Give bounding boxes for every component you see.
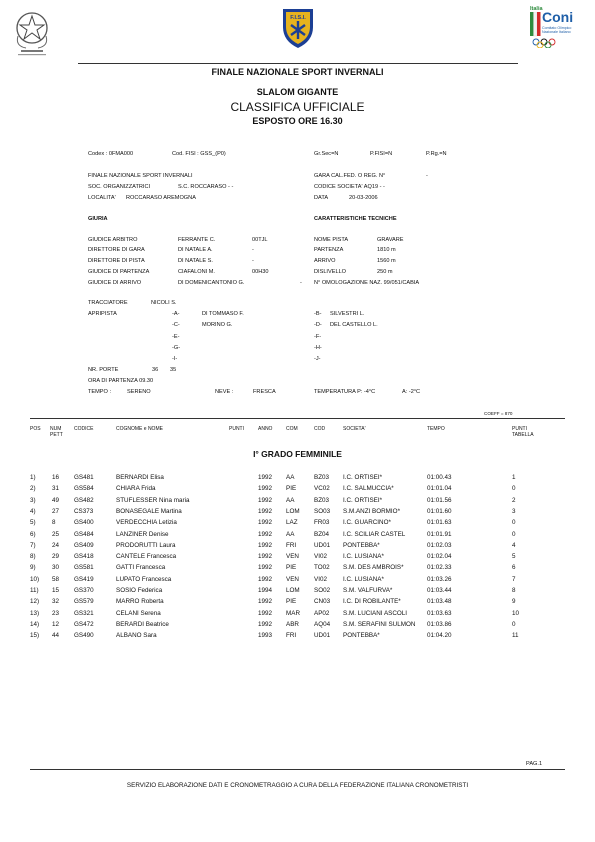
cell-num: 12 xyxy=(52,620,60,628)
cell-societa: I.C. SALMUCCIA* xyxy=(343,485,394,493)
cell-punti-tabella: 2 xyxy=(512,496,516,504)
apri-name: DI TOMMASO F. xyxy=(202,311,244,317)
tracciatore-value: NICOLI S. xyxy=(151,300,177,306)
cell-codice: GS400 xyxy=(74,519,94,527)
cell-punti-tabella: 1 xyxy=(512,474,516,481)
cell-punti-tabella: 5 xyxy=(512,553,516,561)
cell-num: 29 xyxy=(52,553,60,561)
cell-tempo: 01:01.04 xyxy=(427,485,452,493)
neve-label: NEVE : xyxy=(215,389,234,395)
cell-anno: 1992 xyxy=(258,485,273,493)
cell-anno: 1992 xyxy=(258,496,273,504)
cell-com: LAZ xyxy=(286,519,298,527)
jury-code: 00TJL xyxy=(252,237,268,243)
jury-code: 00H30 xyxy=(252,269,269,275)
cell-num: 32 xyxy=(52,598,60,606)
cell-cod: BZ03 xyxy=(314,474,330,481)
cell-anno: 1993 xyxy=(258,632,273,640)
cell-cod: VI02 xyxy=(314,575,327,583)
jury-name: DI NATALE A. xyxy=(178,247,213,253)
col-anno: ANNO xyxy=(258,426,273,432)
col-tempo: TEMPO xyxy=(427,426,445,432)
jury-role: GIUDICE DI PARTENZA xyxy=(88,269,150,275)
cell-tempo: 01:03.26 xyxy=(427,575,452,583)
tracciatore-label: TRACCIATORE xyxy=(88,300,128,306)
cell-nome: GATTI Francesca xyxy=(116,564,166,572)
coni-flag-icon xyxy=(528,12,542,38)
cell-pos: 9) xyxy=(30,564,36,572)
cell-codice: GS409 xyxy=(74,541,94,549)
jury-code: - xyxy=(252,258,254,264)
cell-tempo: 01:03.44 xyxy=(427,587,452,594)
apripista-label: APRIPISTA xyxy=(88,311,117,317)
repubblica-emblem-logo xyxy=(12,8,52,56)
cell-punti-tabella: 0 xyxy=(512,519,516,527)
gara-label: GARA CAL.FED. O REG. N° xyxy=(314,173,386,179)
jury-role: GIUDICE DI ARRIVO xyxy=(88,280,142,286)
coni-sub2: Nazionale Italiano xyxy=(542,30,571,34)
cell-num: 23 xyxy=(52,609,60,617)
cell-num: 8 xyxy=(52,519,56,527)
cell-pos: 3) xyxy=(30,496,36,504)
cell-anno: 1992 xyxy=(258,530,273,538)
giuria-title: GIURIA xyxy=(88,216,108,222)
localita-label: LOCALITA' xyxy=(88,195,116,201)
cell-cod: SO03 xyxy=(314,507,331,515)
coeff-value: COEFF = 870 xyxy=(484,411,513,416)
cell-com: MAR xyxy=(286,609,300,617)
apri-slot: -E- xyxy=(172,334,180,340)
cell-com: FRI xyxy=(286,632,297,640)
cell-num: 25 xyxy=(52,530,60,538)
cell-com: ABR xyxy=(286,620,299,628)
cell-num: 27 xyxy=(52,507,60,515)
olympic-rings-icon xyxy=(532,38,556,48)
cell-num: 58 xyxy=(52,575,60,583)
cell-pos: 10) xyxy=(30,575,40,583)
col-societa: SOCIETA' xyxy=(343,426,366,432)
section-title: I° GRADO FEMMINILE xyxy=(253,449,342,459)
temperatura-arrivo: A: -2°C xyxy=(402,389,421,395)
classification-title: CLASSIFICA UFFICIALE xyxy=(230,100,365,114)
cell-societa: S.M. SERAFINI SULMON xyxy=(343,620,416,628)
cell-tempo: 01:03.86 xyxy=(427,620,452,628)
jury-name: CIAFALONI M. xyxy=(178,269,215,275)
cell-societa: PONTEBBA* xyxy=(343,541,380,549)
col-num: NUM PETT xyxy=(50,426,63,438)
cell-pos: 15) xyxy=(30,632,40,640)
cell-nome: MARRO Roberta xyxy=(116,598,164,606)
cell-punti-tabella: 11 xyxy=(512,632,519,640)
cell-tempo: 01:03.63 xyxy=(427,609,452,617)
cell-anno: 1994 xyxy=(258,587,273,594)
cell-anno: 1992 xyxy=(258,541,273,549)
tech-label: NOME PISTA xyxy=(314,237,349,243)
cell-tempo: 01:01.60 xyxy=(427,507,452,515)
col-cod: COD xyxy=(314,426,326,432)
neve-value: FRESCA xyxy=(253,389,276,395)
cell-num: 24 xyxy=(52,541,60,549)
cell-tempo: 01:01.56 xyxy=(427,496,452,504)
ora-partenza: ORA DI PARTENZA 09.30 xyxy=(88,378,154,384)
cell-pos: 1) xyxy=(30,474,36,481)
data-value: 20-03-2006 xyxy=(349,195,378,201)
jury-name: DI DOMENICANTONIO G. xyxy=(178,280,245,286)
cell-num: 16 xyxy=(52,474,60,481)
apri-slot: -I- xyxy=(172,356,178,362)
apri-slot: -C- xyxy=(172,322,180,328)
cell-societa: S.M. LUCIANI ASCOLI xyxy=(343,609,408,617)
apri-slot: -J- xyxy=(314,356,321,362)
cell-tempo: 01:02.04 xyxy=(427,553,452,561)
jury-role: DIRETTORE DI GARA xyxy=(88,247,145,253)
jury-code: - xyxy=(252,247,254,253)
tech-value: 250 m xyxy=(377,269,393,275)
nr-porte-1: 36 xyxy=(152,367,159,373)
cell-punti-tabella: 0 xyxy=(512,485,516,493)
nr-porte-2: 35 xyxy=(170,367,177,373)
tech-value: GRAVARE xyxy=(377,237,404,243)
cell-nome: BERARDI Beatrice xyxy=(116,620,169,628)
cell-com: PIE xyxy=(286,598,297,606)
cell-tempo: 01:02.33 xyxy=(427,564,452,572)
cell-anno: 1992 xyxy=(258,620,273,628)
table-top-rule xyxy=(30,418,565,419)
cell-nome: SOSIO Federica xyxy=(116,587,163,594)
cell-cod: FR03 xyxy=(314,519,330,527)
apri-slot: -D- xyxy=(314,322,322,328)
cell-codice: GS581 xyxy=(74,564,94,572)
cell-anno: 1992 xyxy=(258,474,273,481)
cell-codice: GS482 xyxy=(74,496,94,504)
tech-label: DISLIVELLO xyxy=(314,269,347,275)
cell-codice: GS484 xyxy=(74,530,94,538)
cell-com: PIE xyxy=(286,485,297,493)
tech-value: 1810 m xyxy=(377,247,396,253)
org-value: S.C. ROCCARASO - - xyxy=(178,184,234,190)
cell-codice: GS370 xyxy=(74,587,94,594)
cell-punti-tabella: 4 xyxy=(512,541,516,549)
cell-codice: GS579 xyxy=(74,598,94,606)
cell-nome: ALBANO Sara xyxy=(116,632,157,640)
cell-anno: 1992 xyxy=(258,553,273,561)
exposed-time: ESPOSTO ORE 16.30 xyxy=(252,116,343,126)
apri-slot: -H- xyxy=(314,345,322,351)
cell-societa: PONTEBBA* xyxy=(343,632,380,640)
gr-sec: Gr.Sec=N xyxy=(314,151,339,157)
tempo-label: TEMPO : xyxy=(88,389,111,395)
cell-punti-tabella: 7 xyxy=(512,575,516,583)
cell-com: AA xyxy=(286,474,295,481)
cell-num: 31 xyxy=(52,485,60,493)
cell-cod: TO02 xyxy=(314,564,330,572)
cell-anno: 1992 xyxy=(258,609,273,617)
cell-pos: 4) xyxy=(30,507,36,515)
cell-nome: LANZINER Denise xyxy=(116,530,169,538)
cell-anno: 1992 xyxy=(258,507,273,515)
col-punti: PUNTI xyxy=(229,426,244,432)
cell-num: 49 xyxy=(52,496,60,504)
coni-italia-text: Italia xyxy=(530,6,543,12)
discipline-title: SLALOM GIGANTE xyxy=(256,87,339,97)
cell-anno: 1992 xyxy=(258,575,273,583)
jury-name: DI NATALE S. xyxy=(178,258,213,264)
apri-slot: -F- xyxy=(314,334,322,340)
cell-societa: I.C. SCILIAR CASTEL xyxy=(343,530,406,538)
cell-cod: VI02 xyxy=(314,553,327,561)
cell-societa: S.M. DES AMBROIS* xyxy=(343,564,404,572)
cell-cod: UD01 xyxy=(314,541,331,549)
fisi-logo-text: F.I.S.I. xyxy=(290,15,306,21)
tempo-value: SERENO xyxy=(127,389,151,395)
cell-societa: I.C. DI ROBILANTE* xyxy=(343,598,401,606)
org-label: SOC. ORGANIZZATRICI xyxy=(88,184,151,190)
event-name: FINALE NAZIONALE SPORT INVERNALI xyxy=(88,173,193,179)
cell-nome: CHIARA Frida xyxy=(116,485,156,493)
coni-word: Coni xyxy=(542,9,574,25)
cell-punti-tabella: 8 xyxy=(512,587,516,594)
p-rg: P.Rg.=N xyxy=(426,151,447,157)
cell-pos: 13) xyxy=(30,609,40,617)
cell-societa: S.M.ANZI BORMIO* xyxy=(343,507,401,515)
localita-value: ROCCARASO AREMOGNA xyxy=(126,195,196,201)
apri-name: MORINO G. xyxy=(202,322,233,328)
cell-nome: VERDECCHIA Letizia xyxy=(116,519,177,527)
cell-com: LOM xyxy=(286,507,300,515)
cell-codice: GS418 xyxy=(74,553,94,561)
cell-num: 15 xyxy=(52,587,60,594)
col-codice: CODICE xyxy=(74,426,94,432)
col-punti-tabella: PUNTI TABELLA xyxy=(512,426,534,438)
cell-codice: GS419 xyxy=(74,575,94,583)
apri-slot: -G- xyxy=(172,345,181,351)
cell-punti-tabella: 9 xyxy=(512,598,516,606)
fisi-logo xyxy=(280,7,316,49)
nr-porte-label: NR. PORTE xyxy=(88,367,119,373)
cell-pos: 14) xyxy=(30,620,40,628)
cell-societa: I.C. ORTISEI* xyxy=(343,496,383,504)
apri-slot: -B- xyxy=(314,311,322,317)
cell-pos: 2) xyxy=(30,485,36,493)
cell-cod: CN03 xyxy=(314,598,331,606)
cell-codice: GS472 xyxy=(74,620,94,628)
cell-tempo: 01:00.43 xyxy=(427,474,452,481)
cell-codice: GS490 xyxy=(74,632,94,640)
cell-com: VEN xyxy=(286,553,299,561)
jury-role: GIUDICE ARBITRO xyxy=(88,237,138,243)
cell-tempo: 01:02.03 xyxy=(427,541,452,549)
p-fisi: P.FISI=N xyxy=(370,151,393,157)
cell-cod: VC02 xyxy=(314,485,330,493)
event-title: FINALE NAZIONALE SPORT INVERNALI xyxy=(211,67,384,77)
data-label: DATA xyxy=(314,195,329,201)
cell-com: LOM xyxy=(286,587,300,594)
gara-value: - xyxy=(426,173,428,179)
cell-anno: 1992 xyxy=(258,519,273,527)
cell-nome: CELANI Serena xyxy=(116,609,161,617)
cell-com: AA xyxy=(286,530,295,538)
coni-sub1: Comitato Olimpico xyxy=(542,26,572,30)
cell-cod: BZ04 xyxy=(314,530,330,538)
codex-code: Codex : 0FMA000 xyxy=(88,151,134,157)
tech-title: CARATTERISTICHE TECNICHE xyxy=(314,216,397,222)
cell-anno: 1992 xyxy=(258,598,273,606)
temperatura-label: TEMPERATURA P: -4°C xyxy=(314,389,376,395)
cell-codice: CS373 xyxy=(74,507,94,515)
cell-nome: LUPATO Francesca xyxy=(116,575,172,583)
cell-punti-tabella: 0 xyxy=(512,530,516,538)
header-rule xyxy=(78,63,518,64)
cell-societa: I.C. LUSIANA* xyxy=(343,553,384,561)
col-nome: COGNOME e NOME xyxy=(116,426,163,432)
tech-omologazione: N° OMOLOGAZIONE NAZ. 99/051/CABIA xyxy=(314,280,420,286)
coni-logo xyxy=(528,6,584,50)
cell-tempo: 01:04.20 xyxy=(427,632,452,640)
cell-com: VEN xyxy=(286,575,299,583)
cell-punti-tabella: 6 xyxy=(512,564,516,572)
cell-com: FRI xyxy=(286,541,297,549)
cell-punti-tabella: 3 xyxy=(512,507,516,515)
cell-societa: I.C. GUARCINO* xyxy=(343,519,391,527)
cell-societa: I.C. ORTISEI* xyxy=(343,474,383,481)
cell-nome: BONASEGALE Martina xyxy=(116,507,182,515)
apri-name: SILVESTRI L. xyxy=(330,311,365,317)
cell-anno: 1992 xyxy=(258,564,273,572)
cell-nome: CANTELE Francesca xyxy=(116,553,177,561)
page-number: PAG.1 xyxy=(526,761,543,767)
cell-codice: GS481 xyxy=(74,474,94,481)
cell-pos: 11) xyxy=(30,587,39,594)
cell-cod: AQ04 xyxy=(314,620,331,628)
cell-cod: BZ03 xyxy=(314,496,330,504)
col-pos: POS xyxy=(30,426,41,432)
cell-com: PIE xyxy=(286,564,297,572)
cell-pos: 8) xyxy=(30,553,36,561)
cell-societa: S.M. VALFURVA* xyxy=(343,587,393,594)
cell-nome: STUFLESSER Nina maria xyxy=(116,496,190,504)
cell-pos: 12) xyxy=(30,598,40,606)
fisi-code: Cod. FISI : GSS_(P0) xyxy=(172,151,226,157)
jury-code: - xyxy=(300,280,302,286)
cell-pos: 6) xyxy=(30,530,36,538)
cell-codice: GS584 xyxy=(74,485,94,493)
codice-societa: CODICE SOCIETA' AQ19 - - xyxy=(314,184,385,190)
tech-value: 1560 m xyxy=(377,258,396,264)
apri-name: DEL CASTELLO L. xyxy=(330,322,378,328)
jury-name: FERRANTE C. xyxy=(178,237,216,243)
cell-punti-tabella: 0 xyxy=(512,620,516,628)
cell-num: 30 xyxy=(52,564,60,572)
tech-label: ARRIVO xyxy=(314,258,336,264)
cell-nome: BERNARDI Elisa xyxy=(116,474,164,481)
footer-rule xyxy=(30,769,565,770)
col-com: COM xyxy=(286,426,298,432)
tech-label: PARTENZA xyxy=(314,247,344,253)
cell-codice: GS321 xyxy=(74,609,94,617)
cell-tempo: 01:01.63 xyxy=(427,519,452,527)
cell-num: 44 xyxy=(52,632,60,640)
cell-tempo: 01:01.91 xyxy=(427,530,452,538)
cell-cod: AP02 xyxy=(314,609,330,617)
cell-com: AA xyxy=(286,496,295,504)
cell-pos: 5) xyxy=(30,519,36,527)
cell-tempo: 01:03.48 xyxy=(427,598,452,606)
jury-role: DIRETTORE DI PISTA xyxy=(88,258,145,264)
cell-societa: I.C. LUSIANA* xyxy=(343,575,384,583)
cell-cod: SO02 xyxy=(314,587,331,594)
cell-pos: 7) xyxy=(30,541,36,549)
apri-slot: -A- xyxy=(172,311,180,317)
cell-cod: UD01 xyxy=(314,632,331,640)
cell-nome: PRODORUTTI Laura xyxy=(116,541,176,549)
footer-service: SERVIZIO ELABORAZIONE DATI E CRONOMETRAGGIO A CURA DELLA FEDERAZIONE ITALIANA CRONOMETRISTI xyxy=(126,782,469,789)
cell-punti-tabella: 10 xyxy=(512,609,520,617)
